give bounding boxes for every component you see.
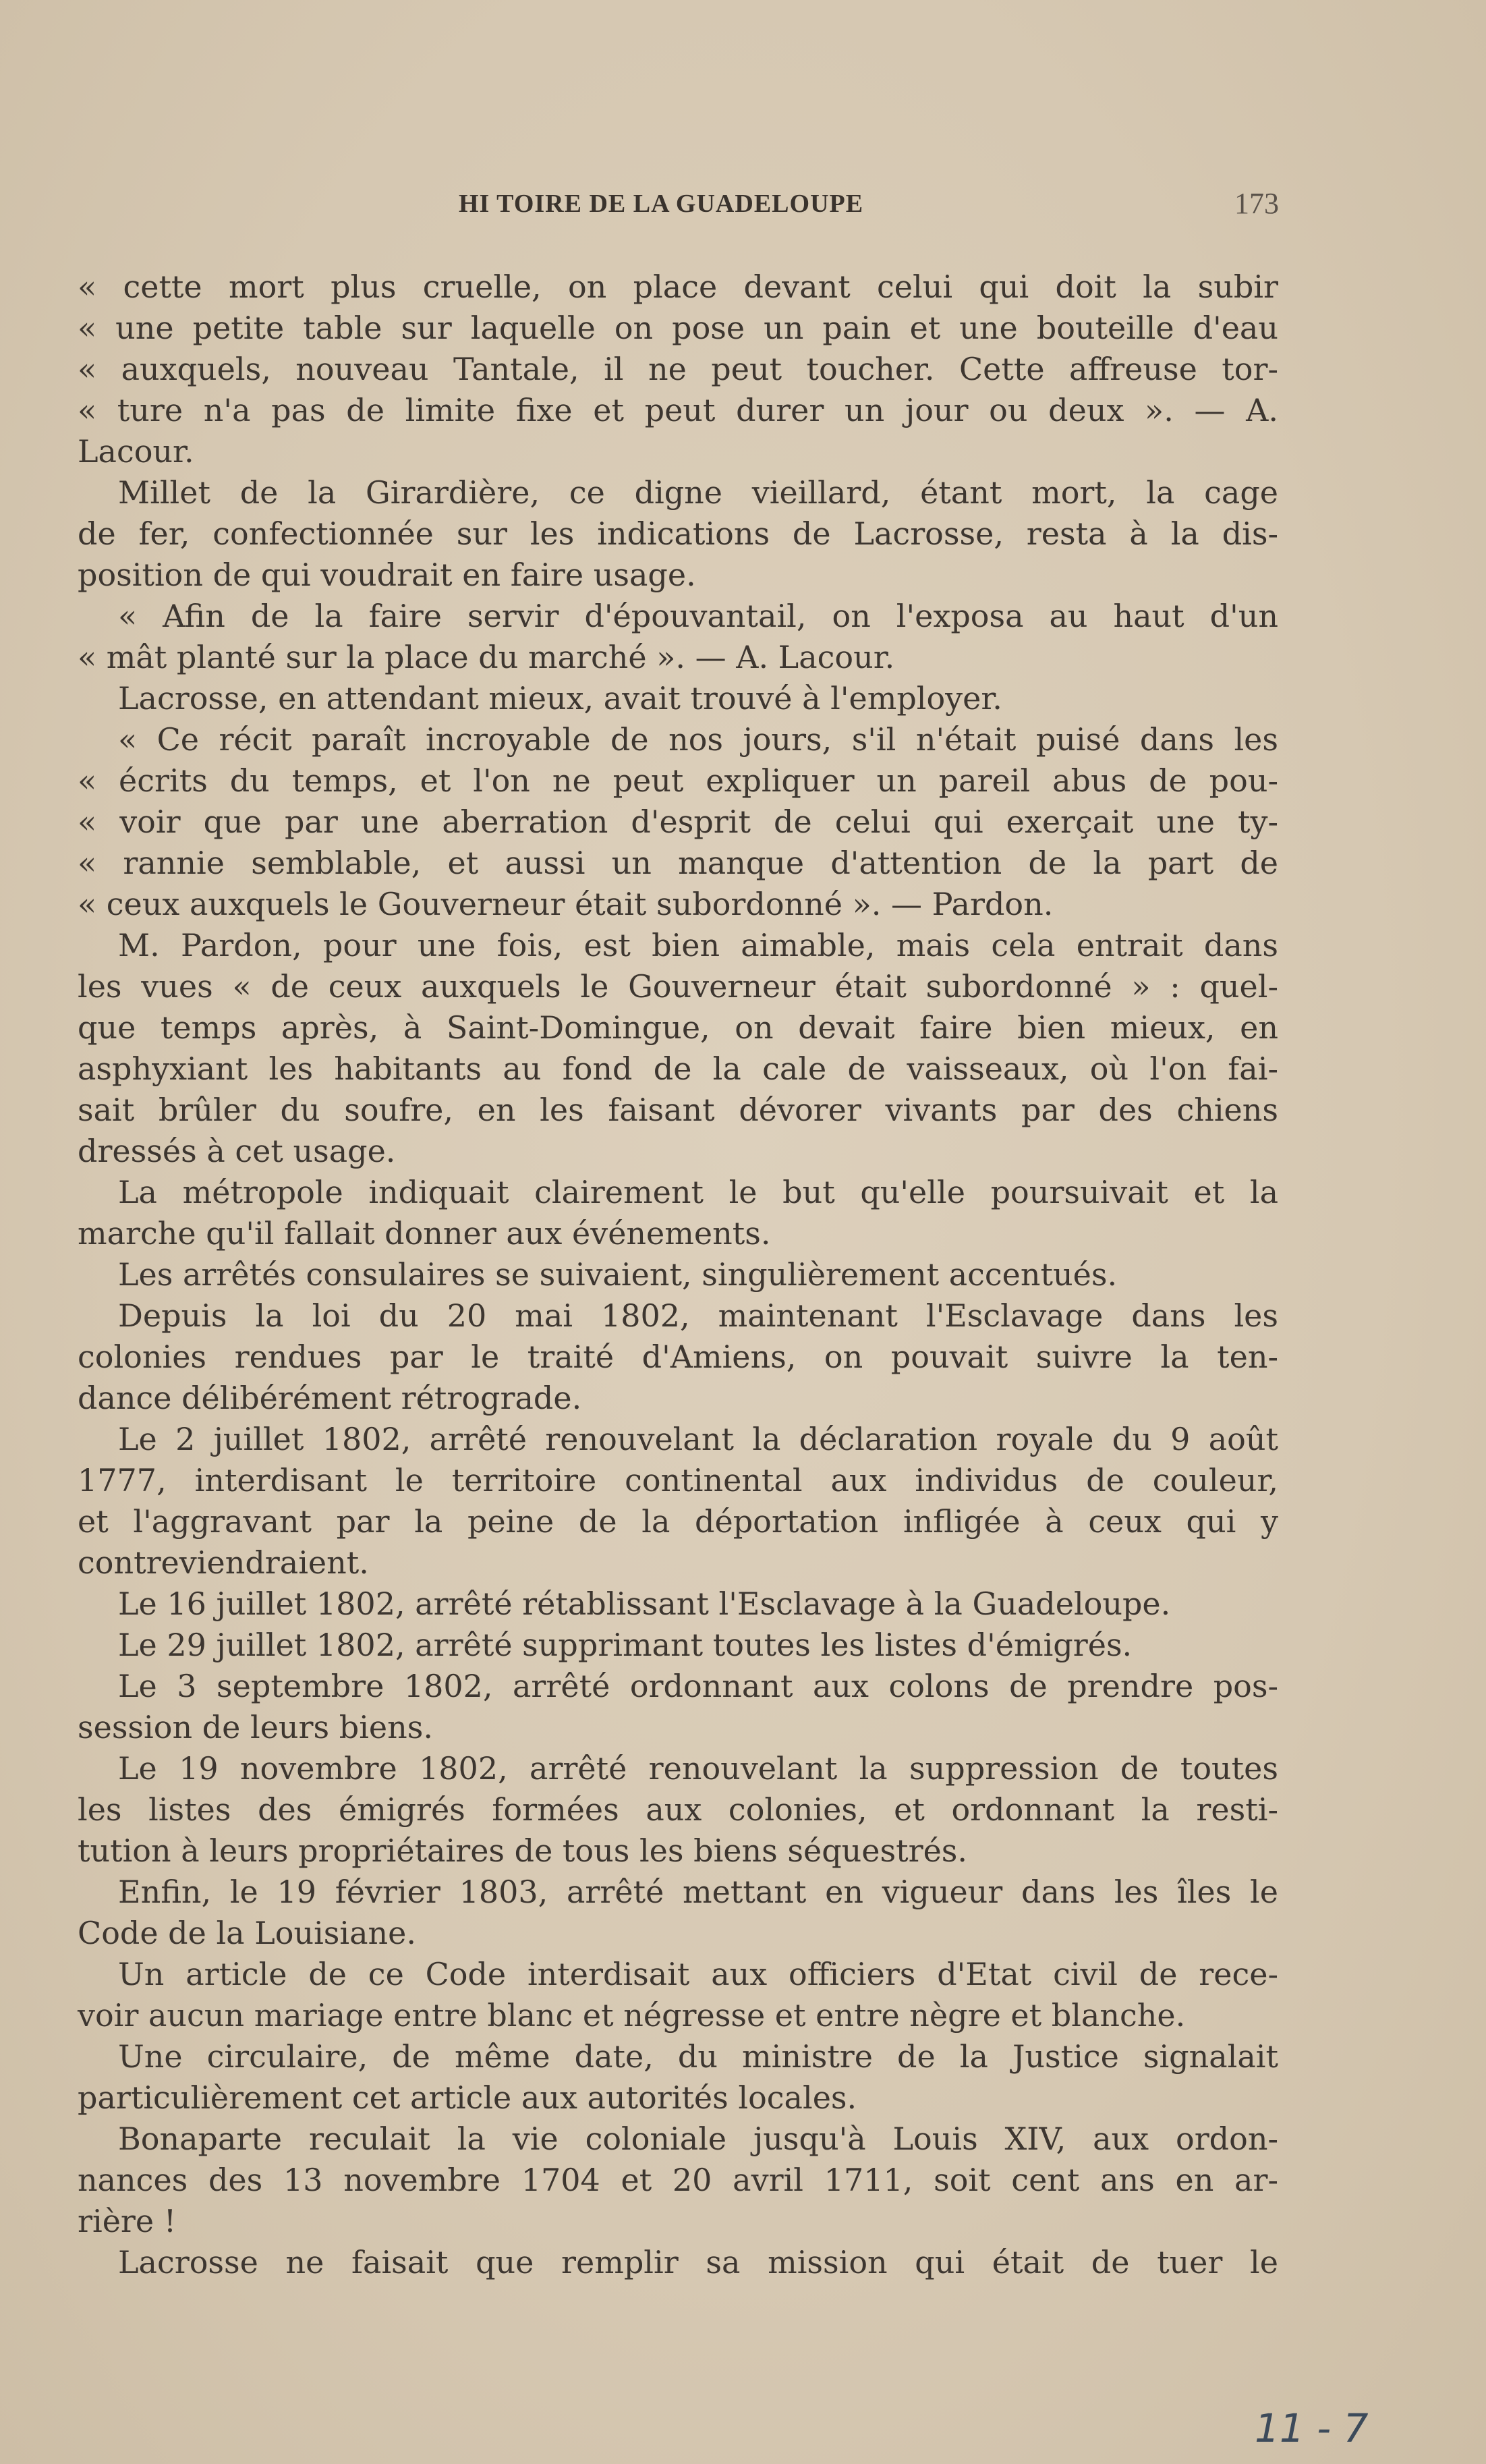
page-number: 173 — [1234, 187, 1279, 220]
text-line: « rannie semblable, et aussi un manque d'attention de la part de — [78, 845, 1278, 881]
handwritten-folio: 11 - 7 — [1255, 2405, 1369, 2451]
text-line: « voir que par une aberration d'esprit de celui qui exerçait une ty- — [78, 804, 1278, 840]
text-line: les vues « de ceux auxquels le Gouverneur était subordonné » : quel- — [78, 968, 1278, 1005]
text-line: contreviendraient. — [78, 1544, 369, 1581]
text-line: particulièrement cet article aux autorités locales. — [78, 2079, 857, 2116]
text-line: Le 3 septembre 1802, arrêté ordonnant aux colons de prendre pos- — [118, 1668, 1278, 1704]
text-line: Lacrosse ne faisait que remplir sa mission qui était de tuer le — [118, 2244, 1278, 2280]
text-line: Lacour. — [78, 433, 194, 470]
text-line: dance délibérément rétrograde. — [78, 1380, 582, 1416]
text-line: marche qu'il fallait donner aux événements. — [78, 1215, 771, 1252]
running-title: HI TOIRE DE LA GUADELOUPE — [459, 190, 864, 218]
text-line: rière ! — [78, 2203, 177, 2239]
text-line: voir aucun mariage entre blanc et négresse et entre nègre et blanche. — [78, 1997, 1186, 2034]
text-line: Bonaparte reculait la vie coloniale jusqu'à Louis XIV, aux ordon- — [118, 2121, 1278, 2157]
text-line: Enfin, le 19 février 1803, arrêté mettant en vigueur dans les îles le — [118, 1874, 1278, 1910]
text-line: M. Pardon, pour une fois, est bien aimable, mais cela entrait dans — [118, 927, 1278, 963]
text-line: position de qui voudrait en faire usage. — [78, 557, 696, 593]
text-line: asphyxiant les habitants au fond de la cale de vaisseaux, où l'on fai- — [78, 1051, 1278, 1087]
text-line: Le 2 juillet 1802, arrêté renouvelant la déclaration royale du 9 août — [118, 1421, 1278, 1457]
text-line: Les arrêtés consulaires se suivaient, singulièrement accentués. — [118, 1256, 1118, 1293]
text-line: que temps après, à Saint-Domingue, on devait faire bien mieux, en — [78, 1009, 1278, 1046]
text-line: La métropole indiquait clairement le but qu'elle poursuivait et la — [118, 1174, 1278, 1210]
text-line: « Ce récit paraît incroyable de nos jours, s'il n'était puisé dans les — [118, 721, 1278, 758]
text-line: et l'aggravant par la peine de la déportation infligée à ceux qui y — [78, 1503, 1278, 1540]
text-line: Depuis la loi du 20 mai 1802, maintenant l'Esclavage dans les — [118, 1297, 1278, 1334]
text-line: session de leurs biens. — [78, 1709, 434, 1745]
text-line: Le 19 novembre 1802, arrêté renouvelant la suppression de toutes — [118, 1750, 1278, 1787]
text-line: « une petite table sur laquelle on pose un pain et une bouteille d'eau — [78, 310, 1278, 346]
text-line: Le 16 juillet 1802, arrêté rétablissant l'Esclavage à la Guadeloupe. — [118, 1586, 1171, 1622]
text-line: Le 29 juillet 1802, arrêté supprimant toutes les listes d'émigrés. — [118, 1627, 1133, 1663]
text-line: Lacrosse, en attendant mieux, avait trouvé à l'employer. — [118, 680, 1002, 717]
text-line: dressés à cet usage. — [78, 1133, 396, 1169]
text-line: de fer, confectionnée sur les indications de Lacrosse, resta à la dis- — [78, 515, 1278, 552]
text-line: Code de la Louisiane. — [78, 1915, 417, 1951]
text-line: sait brûler du soufre, en les faisant dévorer vivants par des chiens — [78, 1092, 1278, 1128]
text-line: colonies rendues par le traité d'Amiens, on pouvait suivre la ten- — [78, 1339, 1278, 1375]
text-line: 1777, interdisant le territoire continental aux individus de couleur, — [78, 1462, 1278, 1499]
text-line: « écrits du temps, et l'on ne peut expliquer un pareil abus de pou- — [78, 762, 1278, 799]
text-line: Un article de ce Code interdisait aux officiers d'Etat civil de rece- — [118, 1956, 1278, 1992]
text-line: « ceux auxquels le Gouverneur était subordonné ». — Pardon. — [78, 886, 1054, 922]
text-line: « cette mort plus cruelle, on place devant celui qui doit la subir — [78, 269, 1278, 305]
text-line: « mât planté sur la place du marché ». — A. Lacour. — [78, 639, 895, 675]
text-line: Millet de la Girardière, ce digne vieillard, étant mort, la cage — [118, 474, 1278, 511]
text-line: « Afin de la faire servir d'épouvantail, on l'exposa au haut d'un — [118, 598, 1278, 634]
text-line: tution à leurs propriétaires de tous les biens séquestrés. — [78, 1832, 968, 1869]
text-line: « auxquels, nouveau Tantale, il ne peut toucher. Cette affreuse tor- — [78, 351, 1278, 387]
text-line: les listes des émigrés formées aux colonies, et ordonnant la resti- — [78, 1791, 1278, 1828]
body-text — [78, 267, 1278, 2283]
text-line: « ture n'a pas de limite fixe et peut durer un jour ou deux ». — A. — [78, 392, 1278, 428]
text-line: nances des 13 novembre 1704 et 20 avril 1711, soit cent ans en ar- — [78, 2162, 1278, 2198]
text-line: Une circulaire, de même date, du ministre de la Justice signalait — [118, 2038, 1278, 2075]
